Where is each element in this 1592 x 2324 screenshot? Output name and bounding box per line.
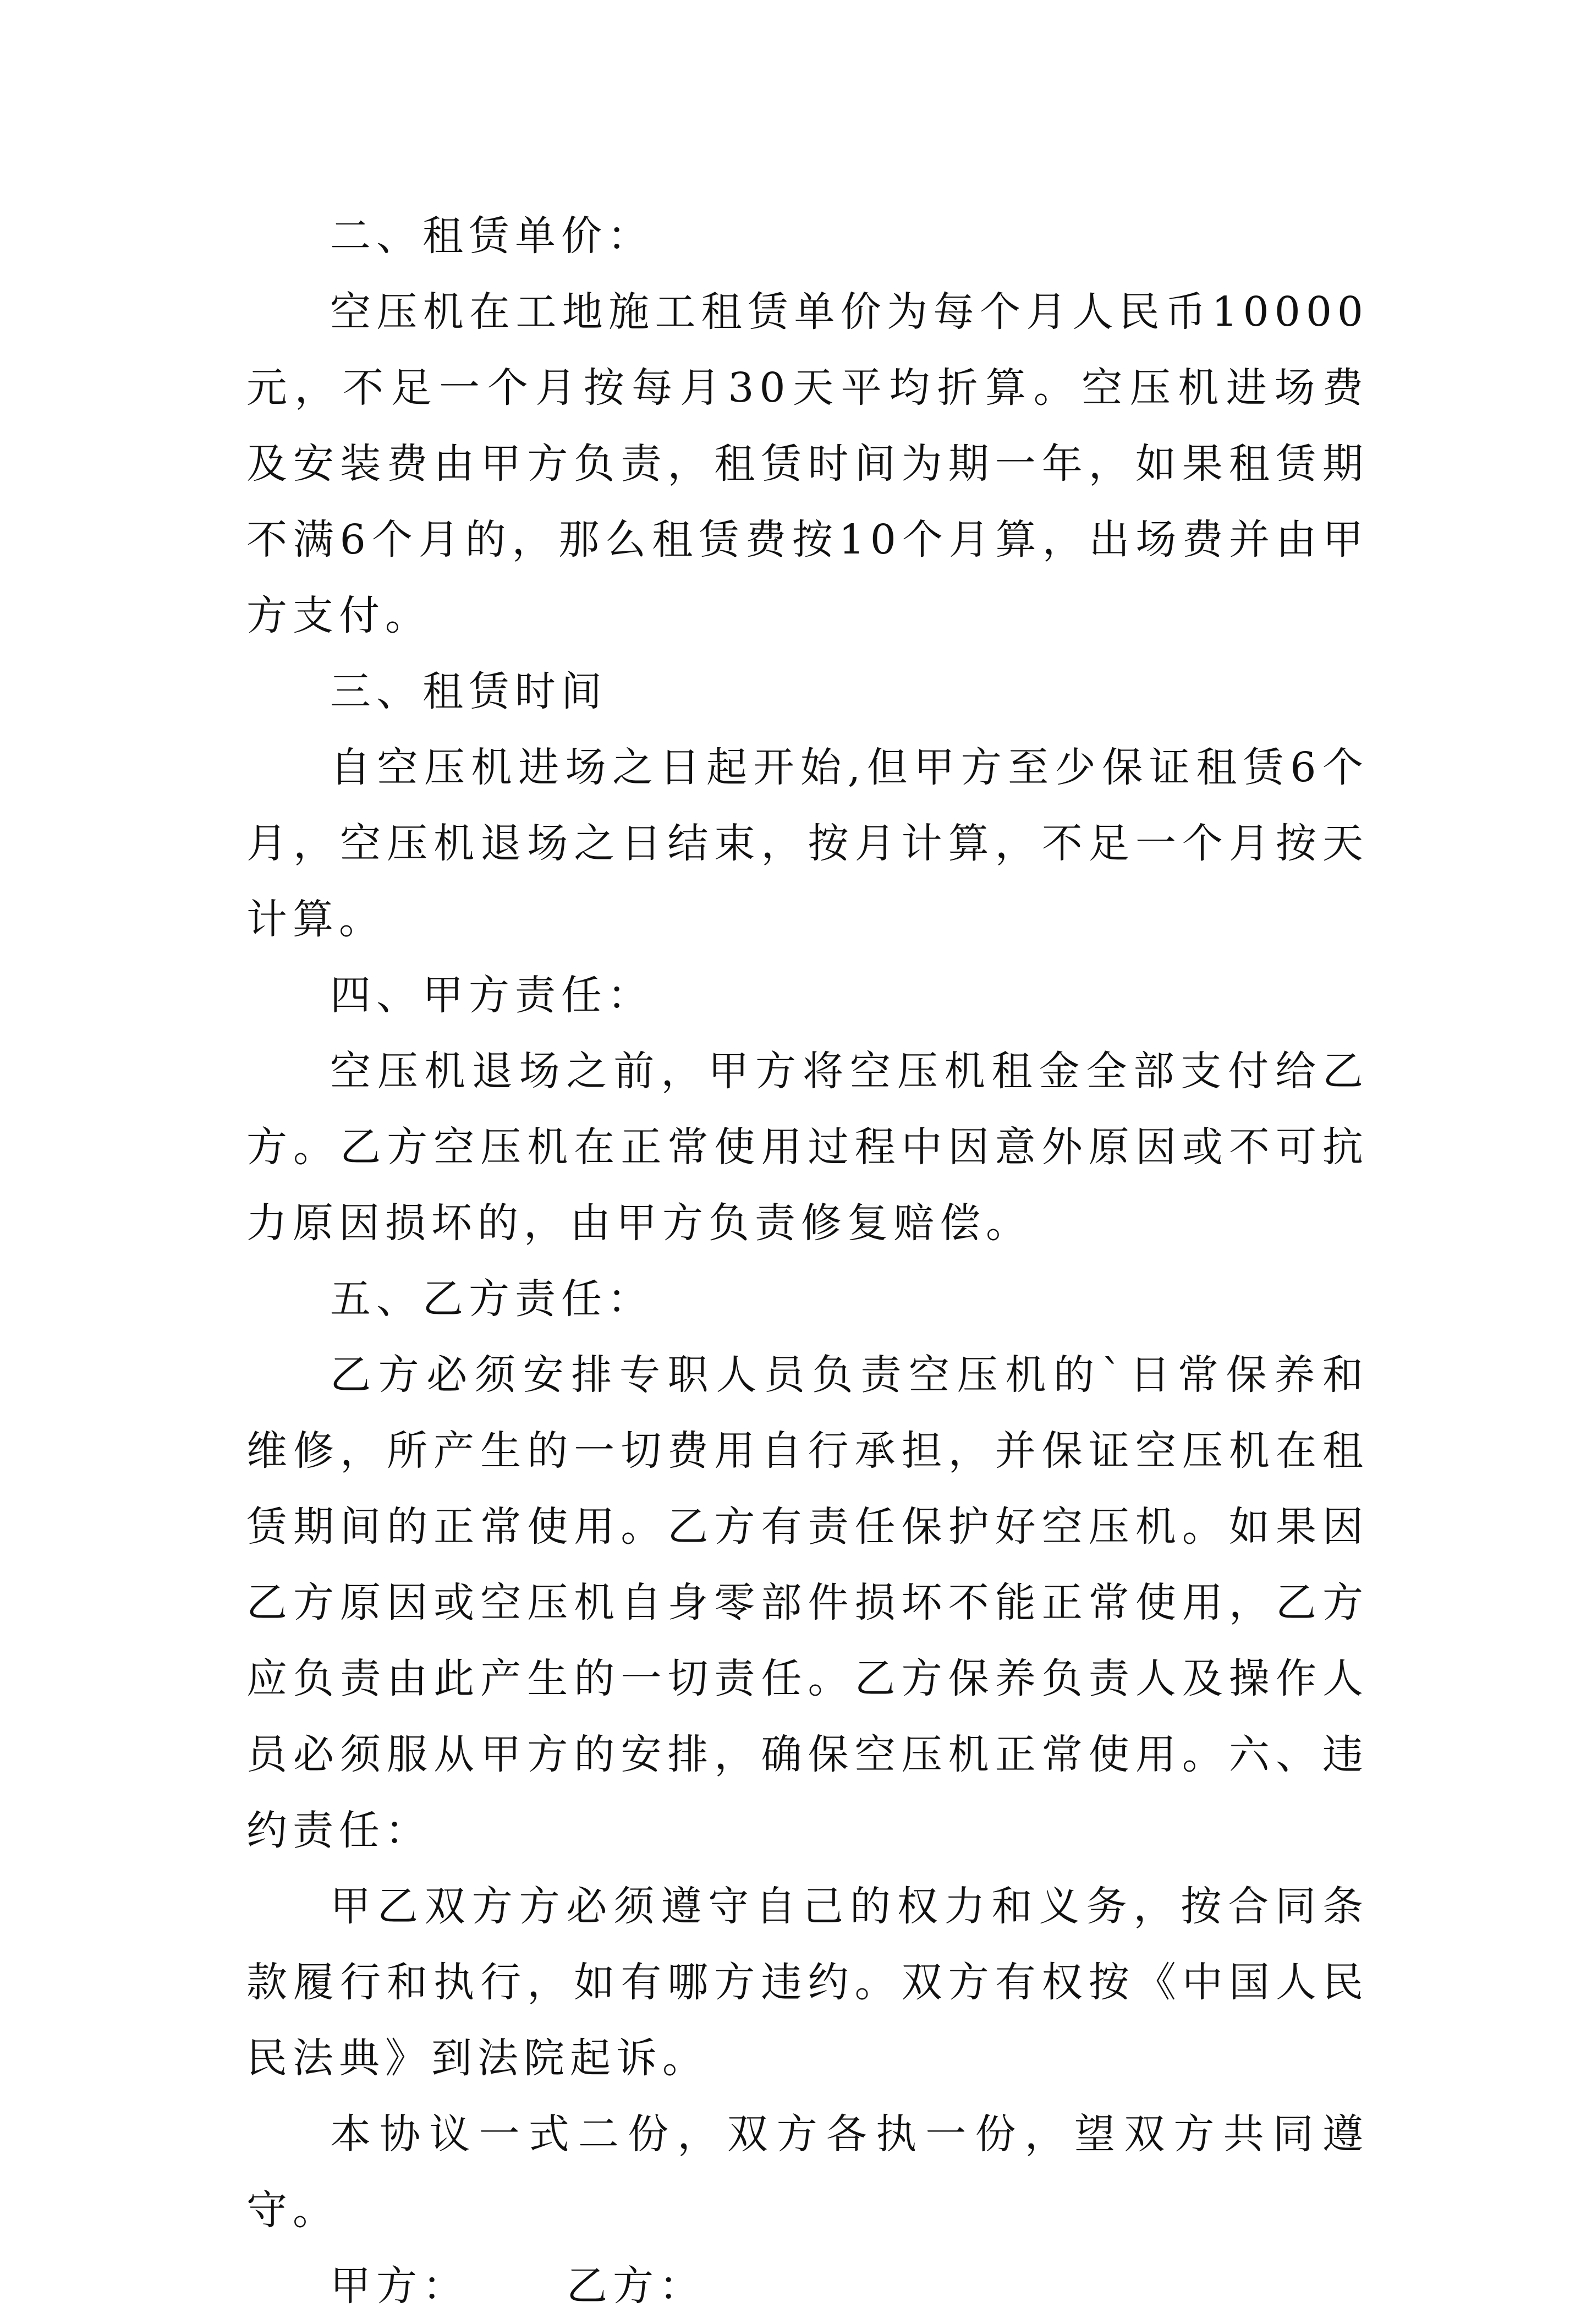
paragraph-copies: 本协议一式二份，双方各执一份，望双方共同遵守。 xyxy=(246,2111,1369,2234)
paragraph-party-a-duty: 空压机退场之前，甲方将空压机租金全部支付给乙方。乙方空压机在正常使用过程中因意外原因或不可抗力原因损坏的，由甲方负责修复赔偿。 xyxy=(246,1048,1369,1247)
signature-line xyxy=(246,2248,1369,2324)
paragraph-rental-period: 自空压机进场之日起开始,但甲方至少保证租赁6个月，空压机退场之日结束，按月计算，不足一个月按天计算。 xyxy=(246,744,1369,943)
section-heading-party-a-duty: 四、甲方责任： xyxy=(330,972,654,1019)
paragraph-breach: 甲乙双方方必须遵守自己的权力和义务，按合同条款履行和执行，如有哪方违约。双方有权按《中国人民民法典》到法院起诉。 xyxy=(246,1883,1369,2082)
section-heading-rental-period: 三、租赁时间 xyxy=(330,668,607,715)
signature-party-b: 乙方： xyxy=(567,2262,705,2310)
paragraph-party-b-duty: 乙方必须安排专职人员负责空压机的`日常保养和维修，所产生的一切费用自行承担，并保证空压机在租赁期间的正常使用。乙方有责任保护好空压机。如果因乙方原因或空压机自身零部件损坏不能正常使用，乙方应负责由此产生的一切责任。乙方保养负责人及操作人员必须服从甲方的安排，确保空压机正常使用。六、违约责任： xyxy=(246,1351,1369,1854)
section-heading-rental-price: 二、租赁单价： xyxy=(330,212,654,260)
section-heading-party-b-duty: 五、乙方责任： xyxy=(330,1275,654,1323)
signature-party-a: 甲方： xyxy=(330,2262,469,2310)
paragraph-rental-price: 空压机在工地施工租赁单价为每个月人民币10000元，不足一个月按每月30天平均折算。空压机进场费及安装费由甲方负责，租赁时间为期一年，如果租赁期不满6个月的，那么租赁费按10个月算，出场费并由甲方支付。 xyxy=(246,288,1369,639)
document-body xyxy=(246,198,1369,2324)
